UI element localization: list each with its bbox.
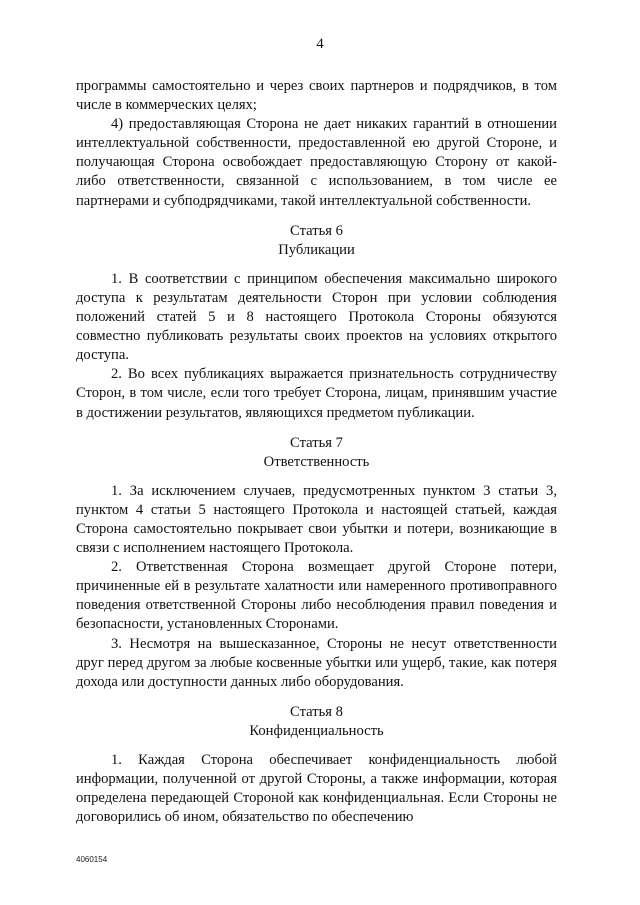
paragraph: 1. За исключением случаев, предусмотренных пунктом 3 статьи 3, пунктом 4 статьи 5 настоящего Протокола и настоящей статьей, каждая Сторона самостоятельно покрывает свои убытки и потери, возникающие в связи с исполнением настоящего Протокола. xyxy=(76,482,557,557)
paragraph: 1. Каждая Сторона обеспечивает конфиденциальность любой информации, полученной от другой Стороны, а также информации, которая определена передающей Стороной как конфиденциальная. Если Стороны не договорились об ином, обязательство по обеспечению xyxy=(76,752,557,826)
article-number: Статья 6 xyxy=(290,222,343,239)
paragraph: 3. Несмотря на вышесказанное, Стороны не несут ответственности друг перед другом за любые косвенные убытки или ущерб, такие, как потеря дохода или доступности данных либо оборудования. xyxy=(76,635,557,690)
paragraph: 2. Ответственная Сторона возмещает другой Стороне потери, причиненные ей в результате халатности или намеренного противоправного поведения ответственной Стороны либо несоблюдения правил поведения и безопасности, установленных Сторонами. xyxy=(76,559,557,633)
paragraph: 1. В соответствии с принципом обеспечения максимально широкого доступа к результатам деятельности Сторон при условии соблюдения положений статей 5 и 8 настоящего Протокола Стороны обязуются совместно публиковать результаты своих проектов на условиях открытого доступа. xyxy=(76,270,557,364)
article-title: Публикации xyxy=(278,241,355,258)
article-number: Статья 7 xyxy=(290,434,343,451)
article-title: Конфиденциальность xyxy=(249,722,384,739)
document-body xyxy=(76,77,557,827)
article-number: Статья 8 xyxy=(290,703,343,720)
paragraph: программы самостоятельно и через своих партнеров и подрядчиков, в том числе в коммерческих целях; xyxy=(76,78,557,114)
article-title: Ответственность xyxy=(263,453,370,470)
page-number: 4 xyxy=(316,36,324,52)
paragraph: 4) предоставляющая Сторона не дает никаких гарантий в отношении интеллектуальной собственности, предоставленной ею другой Стороне, и получающая Сторона освобождает предоставляющую Сторону от какой-либо ответственности, связанной с использованием, в том числе ее партнерами и субподрядчиками, такой интеллектуальной собственности. xyxy=(76,116,557,209)
paragraph: 2. Во всех публикациях выражается признательность сотрудничеству Сторон, в том числе, если того требует Сторона, лицам, принявшим участие в достижении результатов, являющихся предметом публикации. xyxy=(76,366,557,421)
document-code: 4060154 xyxy=(76,855,108,864)
